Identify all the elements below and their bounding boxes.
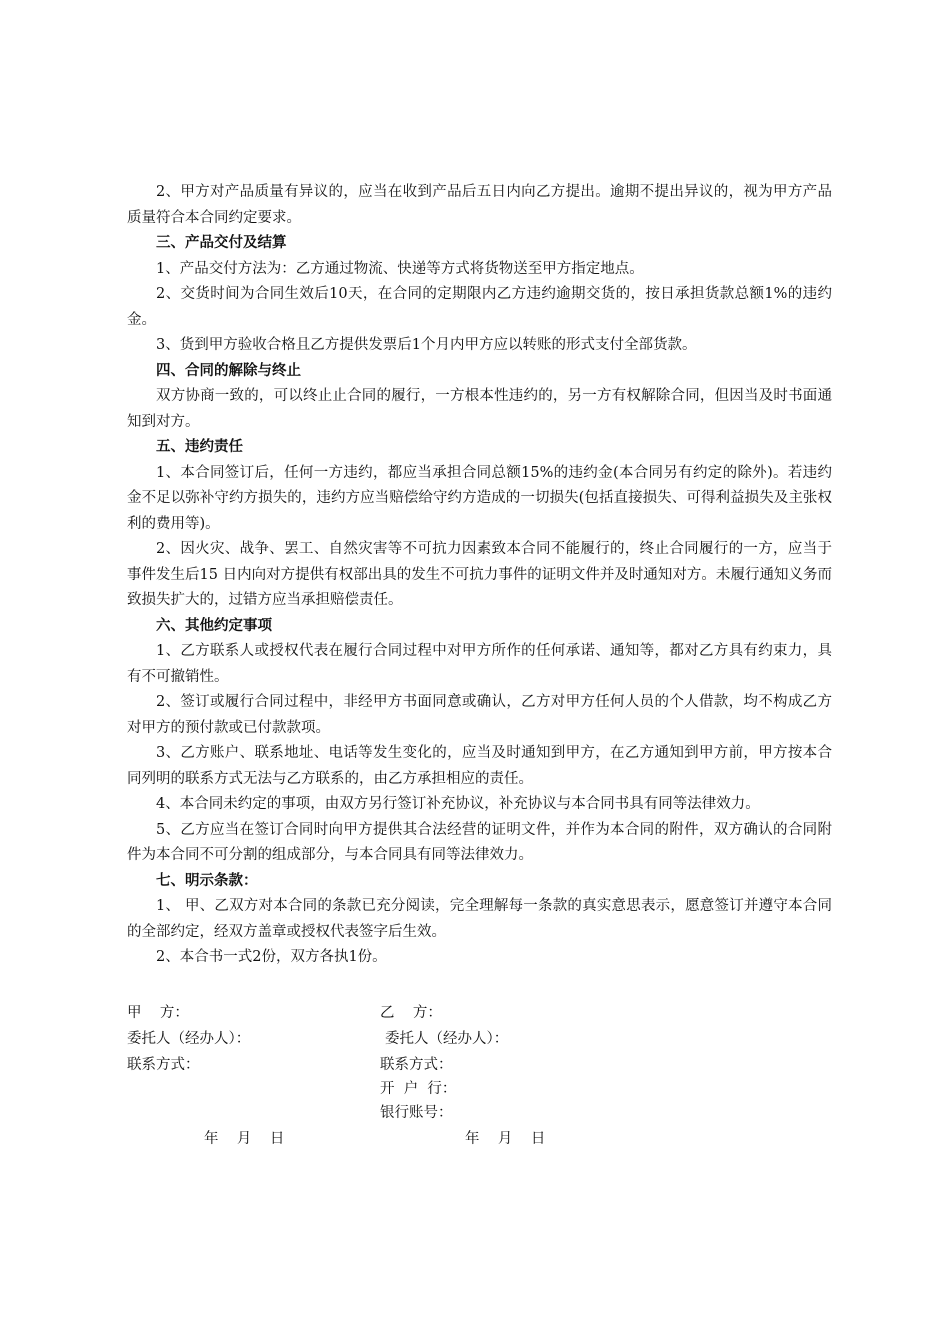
party-b-label: 乙 方： (380, 1005, 442, 1021)
clause-binding-commitments: 1、乙方联系人或授权代表在履行合同过程中对甲方所作的任何承诺、通知等，都对乙方具有约束力，具有不可撤销性。 (127, 643, 832, 685)
clause-copies: 2、本合书一式2份，双方各执1份。 (156, 949, 387, 965)
clause-personal-loans: 2、签订或履行合同过程中，非经甲方书面同意或确认，乙方对甲方任何人员的个人借款，均不构成乙方对甲方的预付款或已付款款项。 (127, 694, 832, 736)
party-b-date: 年 月 日 (465, 1131, 546, 1147)
party-b-bank-label: 开 户 行： (380, 1081, 457, 1097)
clause-payment: 3、货到甲方验收合格且乙方提供发票后1个月内甲方应以转账的形式支付全部货款。 (156, 337, 697, 353)
section-heading-breach: 五、违约责任 (156, 439, 243, 455)
clause-contact-change: 3、乙方账户、联系地址、电话等发生变化的，应当及时通知到甲方，在乙方通知到甲方前，甲方按本合同列明的联系方式无法与乙方联系的，由乙方承担相应的责任。 (127, 745, 832, 787)
section-heading-delivery: 三、产品交付及结算 (156, 235, 287, 251)
party-a-date: 年 月 日 (204, 1131, 285, 1147)
party-b-agent-label: 委托人（经办人）： (385, 1031, 509, 1047)
clause-force-majeure: 2、因火灾、战争、罢工、自然灾害等不可抗力因素致本合同不能履行的，终止合同履行的一方，应当于事件发生后15 日内向对方提供有权部出具的发生不可抗力事件的证明文件并及时通知对方。未履行通知义务而致损失扩大的，过错方应当承担赔偿责任。 (127, 541, 832, 608)
contract-body (127, 180, 832, 971)
party-a-agent-label: 委托人（经办人）： (127, 1031, 251, 1047)
section-heading-explicit-terms: 七、明示条款： (156, 872, 258, 889)
clause-delivery-time: 2、交货时间为合同生效后10天，在合同的定期限内乙方违约逾期交货的，按日承担货款总额1%的违约金。 (127, 286, 832, 328)
party-b-contact-label: 联系方式： (380, 1057, 453, 1073)
party-b-account-label: 银行账号： (380, 1105, 453, 1121)
party-a-contact-label: 联系方式： (127, 1057, 200, 1073)
clause-full-understanding: 1、 甲、乙双方对本合同的条款已充分阅读，完全理解每一条款的真实意思表示，愿意签订并遵守本合同的全部约定，经双方盖章或授权代表签字后生效。 (127, 898, 832, 940)
clause-delivery-method: 1、产品交付方法为：乙方通过物流、快递等方式将货物送至甲方指定地点。 (156, 260, 644, 277)
party-a-label: 甲 方： (127, 1005, 189, 1021)
clause-breach-penalty: 1、本合同签订后，任何一方违约，都应当承担合同总额15%的违约金(本合同另有约定的除外)。若违约金不足以弥补守约方损失的，违约方应当赔偿给守约方造成的一切损失(包括直接损失、可得利益损失及主张权利的费用等)。 (127, 464, 832, 532)
clause-supplementary: 4、本合同未约定的事项，由双方另行签订补充协议，补充协议与本合同书具有同等法律效力。 (156, 796, 760, 812)
clause-quality-objection: 2、甲方对产品质量有异议的，应当在收到产品后五日内向乙方提出。逾期不提出异议的，视为甲方产品质量符合本合同约定要求。 (127, 184, 832, 226)
section-heading-termination: 四、合同的解除与终止 (156, 362, 301, 379)
clause-termination: 双方协商一致的，可以终止止合同的履行，一方根本性违约的，另一方有权解除合同，但因当及时书面通知到对方。 (127, 388, 832, 430)
section-heading-other: 六、其他约定事项 (156, 617, 272, 634)
clause-attachments: 5、乙方应当在签订合同时向甲方提供其合法经营的证明文件，并作为本合同的附件，双方确认的合同附件为本合同不可分割的组成部分，与本合同具有同等法律效力。 (127, 821, 832, 863)
